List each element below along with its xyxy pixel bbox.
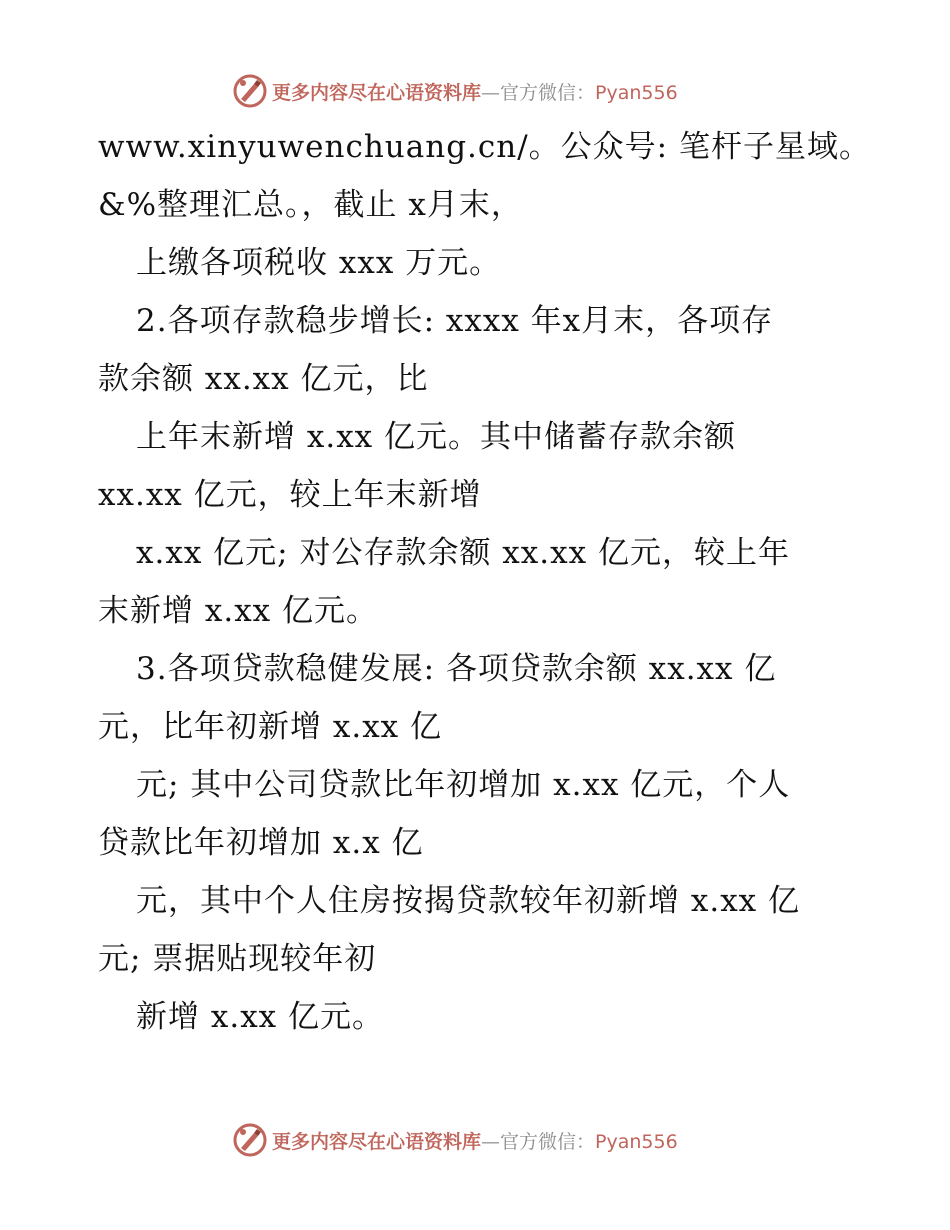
text-line: www.xinyuwenchuang.cn/。公众号: 笔杆子星域。 <box>98 129 871 165</box>
text-line: 新增 x.xx 亿元。 <box>136 999 385 1035</box>
header-banner <box>232 71 752 111</box>
footer-banner <box>232 1120 752 1160</box>
banner-separator: — <box>481 81 501 104</box>
pen-logo-icon <box>232 1122 268 1158</box>
banner-separator: — <box>481 1130 501 1153</box>
banner-text <box>272 1127 678 1154</box>
banner-wechat-id: Pyan556 <box>595 1130 678 1153</box>
banner-main-text: 更多内容尽在心语资料库 <box>272 1130 482 1153</box>
text-line: 末新增 x.xx 亿元。 <box>98 593 379 629</box>
text-line: xx.xx 亿元，较上年末新增 <box>98 477 482 513</box>
text-line: 元; 票据贴现较年初 <box>98 941 377 977</box>
text-line: x.xx 亿元; 对公存款余额 xx.xx 亿元，较上年 <box>136 535 790 571</box>
banner-main-text: 更多内容尽在心语资料库 <box>272 81 482 104</box>
text-line: 贷款比年初增加 x.x 亿 <box>98 825 424 861</box>
text-line: 款余额 xx.xx 亿元，比 <box>98 361 429 397</box>
text-line: 2.各项存款稳步增长: xxxx 年x月末，各项存 <box>136 303 774 339</box>
banner-wechat-id: Pyan556 <box>595 81 678 104</box>
text-line: &%整理汇总。，截止 x月末， <box>98 187 523 223</box>
text-line: 元; 其中公司贷款比年初增加 x.xx 亿元，个人 <box>136 767 791 803</box>
text-line: 上年末新增 x.xx 亿元。其中储蓄存款余额 <box>136 419 737 455</box>
text-line: 上缴各项税收 xxx 万元。 <box>136 245 502 281</box>
banner-wechat-label: 官方微信： <box>500 1130 596 1153</box>
text-line: 元，其中个人住房按揭贷款较年初新增 x.xx 亿 <box>136 883 801 919</box>
document-body <box>98 118 888 1046</box>
banner-text <box>272 78 678 105</box>
text-line: 3.各项贷款稳健发展: 各项贷款余额 xx.xx 亿 <box>136 651 777 687</box>
pen-logo-icon <box>232 73 268 109</box>
banner-wechat-label: 官方微信： <box>500 81 596 104</box>
text-line: 元，比年初新增 x.xx 亿 <box>98 709 443 745</box>
